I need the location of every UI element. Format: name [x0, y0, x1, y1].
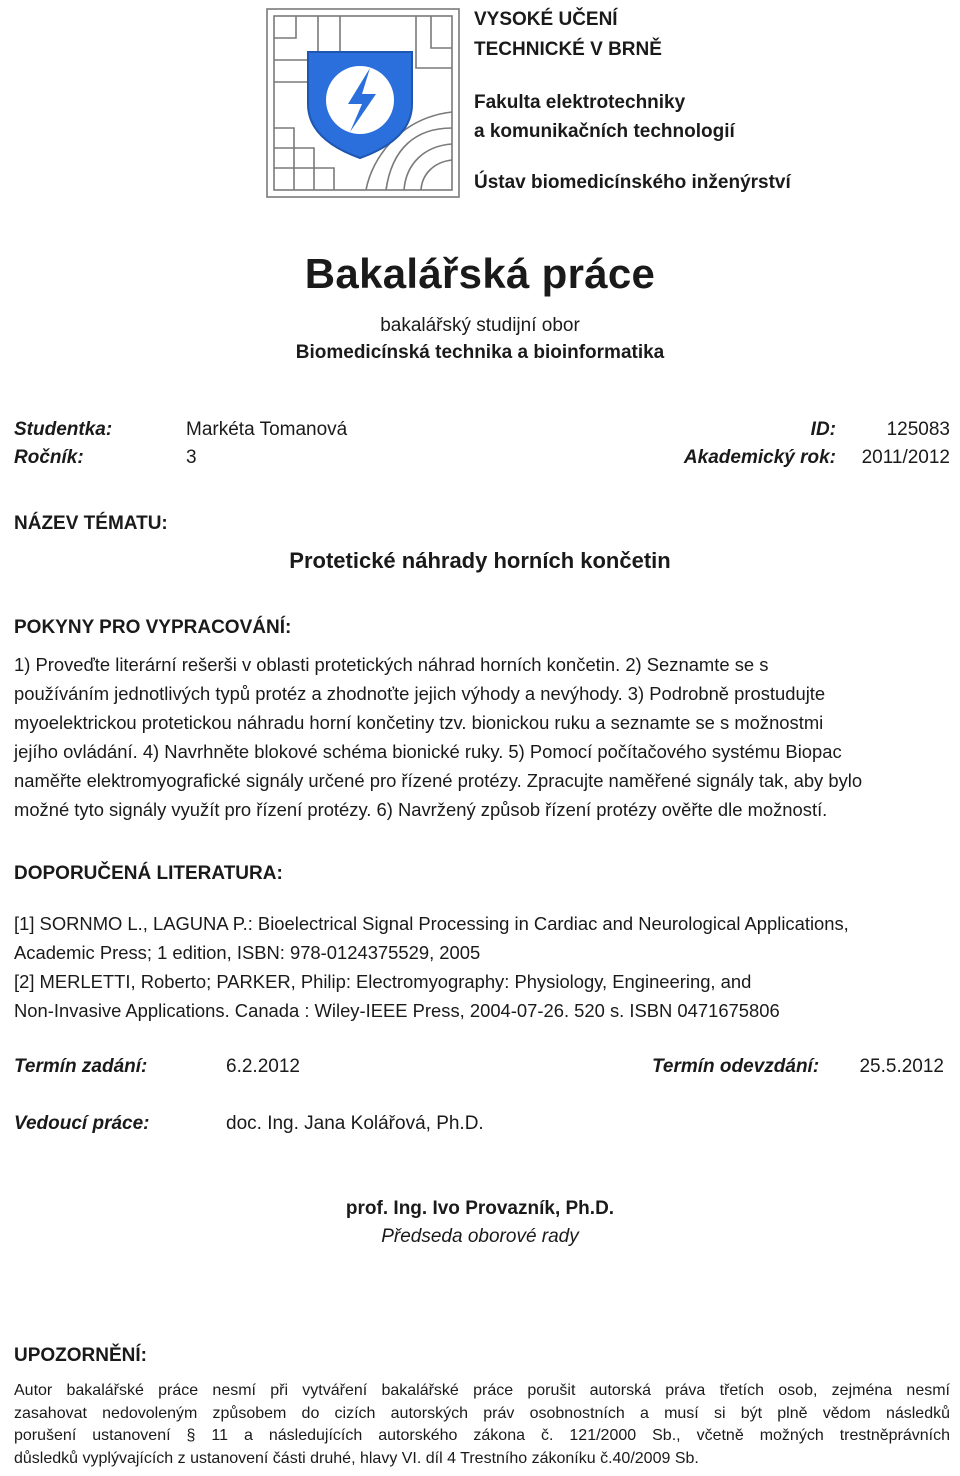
warning-line: důsledků vyplývajících z ustanovení části druhé, hlavy VI. díl 4 Trestního zákoníku č.40/2009 Sb.: [14, 1449, 699, 1467]
instructions-line: naměřte elektromyografické signály určené pro řízené protézy. Zpracujte naměřené signály tak, aby bylo: [14, 770, 863, 791]
literature-line: Academic Press; 1 edition, ISBN: 978-0124375529, 2005: [14, 942, 481, 963]
literature-line: [2] MERLETTI, Roberto; PARKER, Philip: Electromyography: Physiology, Engineering, and: [14, 971, 752, 992]
academic-year-value: 2011/2012: [861, 447, 950, 468]
literature-list: [14, 909, 954, 1025]
faculty-name-line2: a komunikačních technologií: [474, 121, 735, 142]
submission-date-label: Termín odevzdání:: [652, 1056, 820, 1077]
year-label: Ročník:: [14, 447, 84, 468]
instructions-line: myoelektrickou protetickou náhradu horní končetiny tzv. bionickou ruku a seznamte se s možnostmi: [14, 712, 824, 733]
signatory-role: Předseda oborové rady: [381, 1226, 579, 1247]
study-program-name: Biomedicínská technika a bioinformatika: [295, 342, 665, 363]
literature-line: [1] SORNMO L., LAGUNA P.: Bioelectrical Signal Processing in Cardiac and Neurological Applications,: [14, 913, 849, 934]
assigned-date-value: 6.2.2012: [226, 1056, 300, 1077]
instructions-line: možné tyto signály využít pro řízení protézy. 6) Navržený způsob řízení protézy ověřte dle možností.: [14, 799, 828, 820]
instructions-line: jejího ovládání. 4) Navrhněte blokové schéma bionické ruky. 5) Pomocí počítačového systému Biopac: [14, 741, 842, 762]
topic-heading: NÁZEV TÉMATU:: [14, 513, 168, 534]
academic-year-label: Akademický rok:: [683, 447, 836, 468]
warning-line: Autor bakalářské práce nesmí při vytváření bakalářské práce porušit autorská práva třetích osob, zejména nesmí: [14, 1382, 950, 1399]
literature-line: Non-Invasive Applications. Canada : Wiley-IEEE Press, 2004-07-26. 520 s. ISBN 0471675806: [14, 1000, 780, 1021]
id-label: ID:: [810, 419, 836, 440]
instructions-text: [14, 650, 954, 824]
study-program-label: bakalářský studijní obor: [380, 315, 580, 336]
student-value: Markéta Tomanová: [186, 419, 348, 440]
warning-line: porušení ustanovení § 11 a následujících autorského zákona č. 121/2000 Sb., včetně možných trestněprávních: [14, 1427, 950, 1445]
university-name-line1: VYSOKÉ UČENÍ: [474, 9, 618, 30]
instructions-line: používáním jednotlivých typů protéz a zhodnoťte jejich výhody a nevýhody. 3) Podrobně prostudujte: [14, 683, 826, 704]
submission-date-value: 25.5.2012: [859, 1056, 944, 1077]
literature-heading: DOPORUČENÁ LITERATURA:: [14, 863, 283, 884]
warning-line: zasahovat nedovoleným způsobem do cizích autorských práv osobnostních a musí si být plně vědom následků: [14, 1404, 950, 1422]
department-name: Ústav biomedicínského inženýrství: [474, 172, 791, 193]
instructions-heading: POKYNY PRO VYPRACOVÁNÍ:: [14, 617, 292, 638]
topic-title: Protetické náhrady horních končetin: [289, 548, 671, 573]
student-label: Studentka:: [14, 419, 113, 440]
supervisor-value: doc. Ing. Jana Kolářová, Ph.D.: [226, 1113, 484, 1134]
signatory-name: prof. Ing. Ivo Provazník, Ph.D.: [345, 1198, 615, 1219]
document-title: Bakalářská práce: [304, 250, 656, 297]
university-logo: [266, 8, 460, 198]
supervisor-label: Vedoucí práce:: [14, 1113, 150, 1134]
vut-shield-logo-icon: [266, 8, 460, 198]
university-name-line2: TECHNICKÉ V BRNĚ: [474, 39, 662, 60]
warning-text: [14, 1380, 950, 1470]
year-value: 3: [186, 447, 197, 468]
faculty-name-line1: Fakulta elektrotechniky: [474, 92, 686, 113]
assigned-date-label: Termín zadání:: [14, 1056, 148, 1077]
instructions-line: 1) Proveďte literární rešerši v oblasti protetických náhrad horních končetin. 2) Seznamte se s: [14, 654, 769, 675]
warning-heading: UPOZORNĚNÍ:: [14, 1345, 147, 1366]
id-value: 125083: [886, 419, 950, 440]
